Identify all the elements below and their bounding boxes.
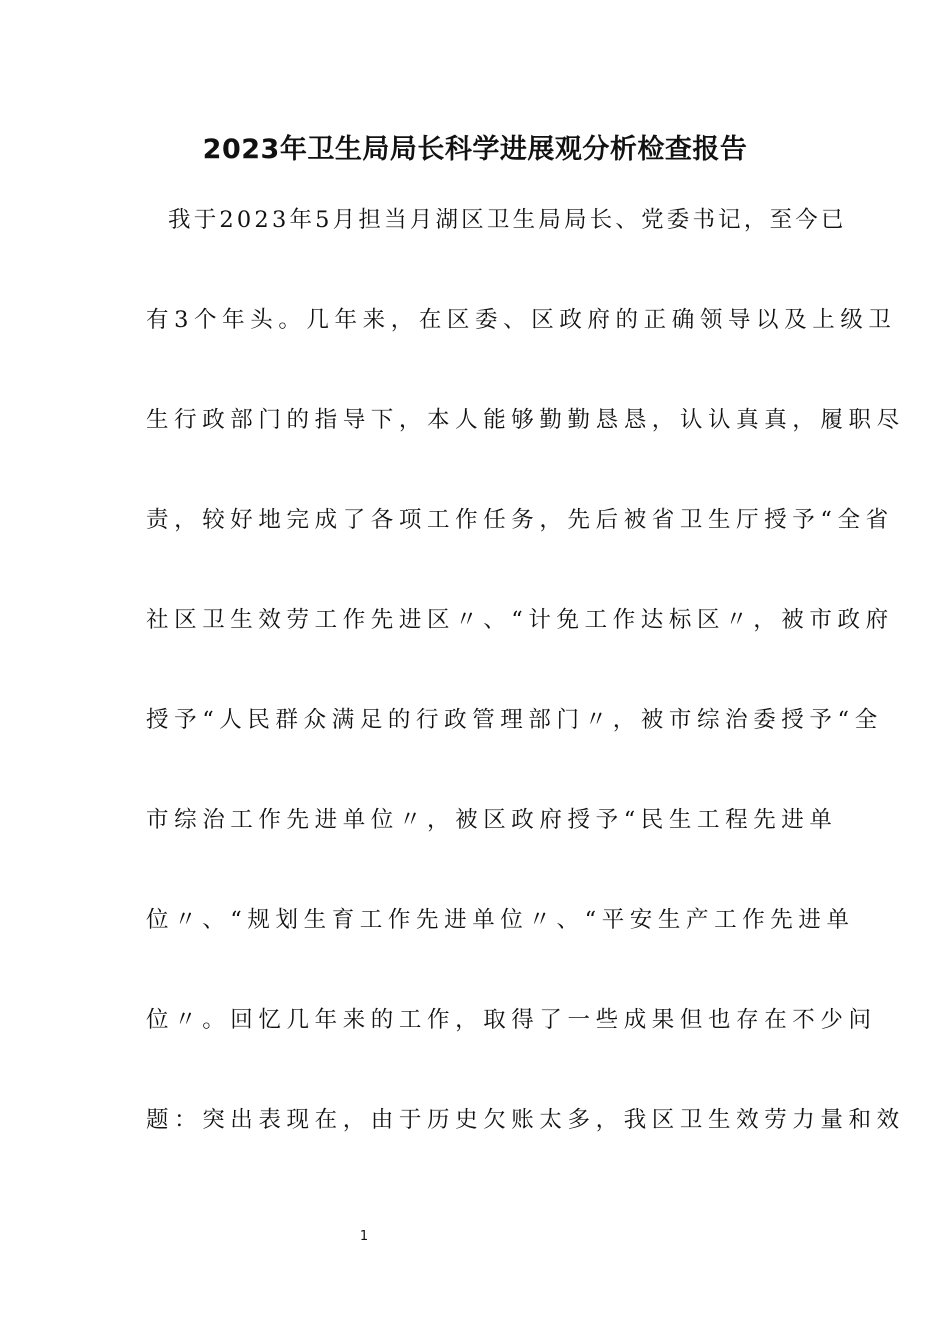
paragraph-line: 题：突出表现在，由于历史欠账太多，我区卫生效劳力量和效 — [146, 1107, 905, 1133]
paragraph-line: 我于2023年5月担当月湖区卫生局局长、党委书记，至今已 — [168, 207, 847, 233]
paragraph-line: 市综治工作先进单位〃，被区政府授予“民生工程先进单 — [146, 807, 838, 833]
page-number: 1 — [359, 1229, 369, 1244]
paragraph-line: 授予“人民群众满足的行政管理部门〃，被市综治委授予“全 — [146, 707, 883, 733]
document-title: 2023年卫生局局长科学进展观分析检查报告 — [202, 134, 748, 165]
paragraph-line: 生行政部门的指导下，本人能够勤勤恳恳，认认真真，履职尽 — [146, 407, 905, 433]
paragraph-line: 社区卫生效劳工作先进区〃、“计免工作达标区〃，被市政府 — [146, 607, 894, 633]
paragraph-line: 有3个年头。几年来，在区委、区政府的正确领导以及上级卫 — [146, 307, 897, 333]
paragraph-line: 位〃。回忆几年来的工作，取得了一些成果但也存在不少问 — [146, 1007, 877, 1033]
paragraph-line: 责，较好地完成了各项工作任务，先后被省卫生厅授予“全省 — [146, 507, 894, 533]
paragraph-line: 位〃、“规划生育工作先进单位〃、“平安生产工作先进单 — [146, 907, 855, 933]
